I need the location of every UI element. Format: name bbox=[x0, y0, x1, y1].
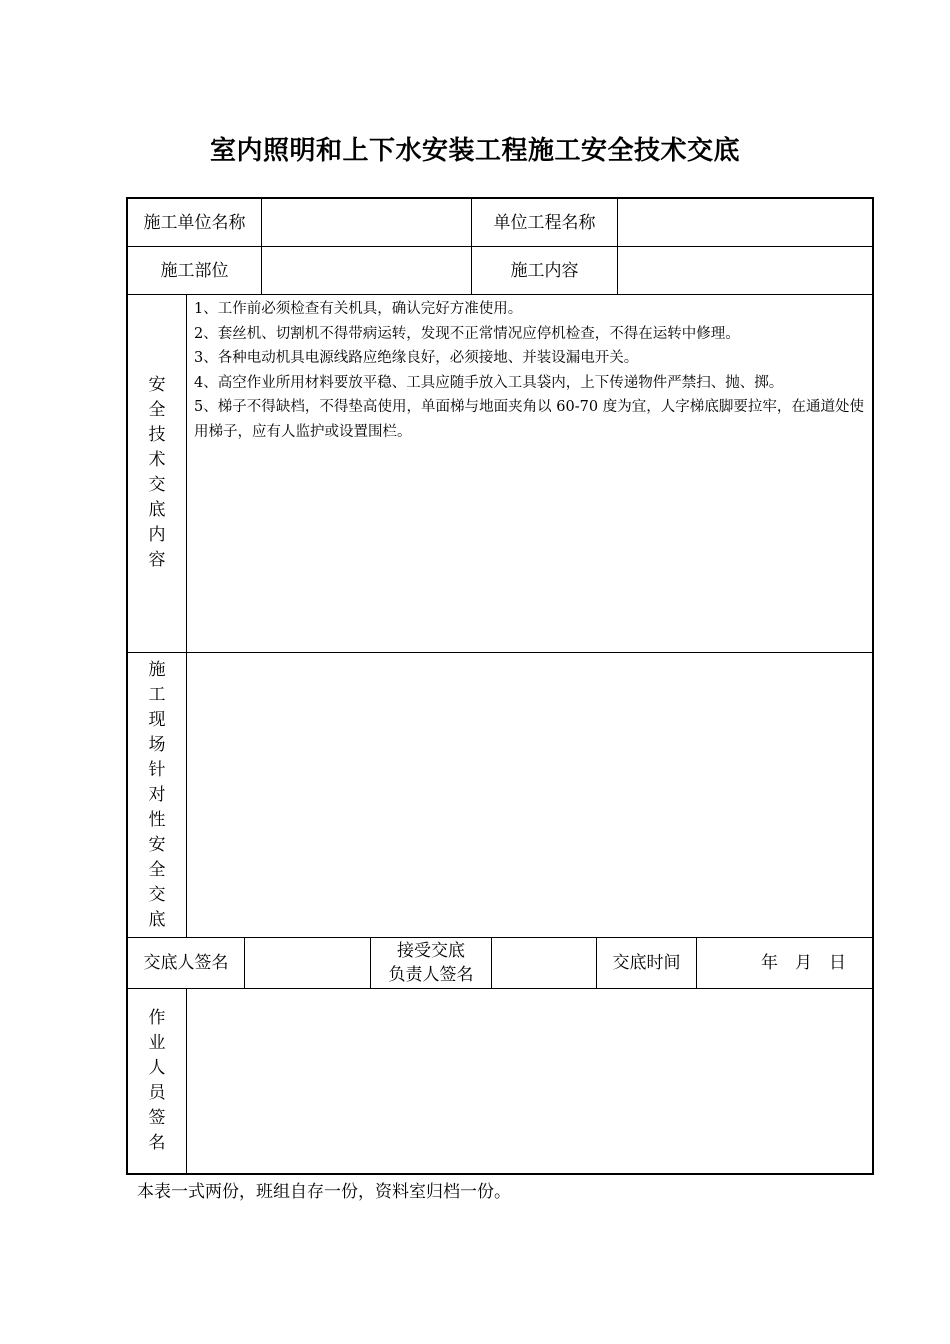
label-char: 工 bbox=[148, 685, 166, 705]
receiver-signature-label bbox=[371, 938, 491, 988]
label-char: 交 bbox=[148, 885, 166, 905]
label-char: 施 bbox=[148, 660, 166, 680]
label-char: 全 bbox=[148, 860, 166, 880]
document-title: 室内照明和上下水安装工程施工安全技术交底 bbox=[209, 136, 740, 166]
safety-item: 3、各种电动机具电源线路应绝缘良好，必须接地、并装设漏电开关。 bbox=[194, 350, 639, 366]
label-char: 现 bbox=[148, 710, 166, 730]
receiver-label-line: 负责人签名 bbox=[388, 965, 474, 985]
table-border-right bbox=[872, 197, 874, 1175]
label-char: 场 bbox=[148, 735, 166, 755]
construction-part-label: 施工部位 bbox=[160, 260, 229, 281]
construction-part-value[interactable] bbox=[262, 247, 471, 294]
project-name-value[interactable] bbox=[618, 199, 872, 246]
safety-content-label bbox=[128, 373, 186, 573]
unit-name-value[interactable] bbox=[262, 199, 471, 246]
label-char: 全 bbox=[148, 400, 166, 420]
giver-signature-label: 交底人签名 bbox=[143, 953, 229, 973]
safety-content-text bbox=[194, 297, 864, 444]
label-char: 术 bbox=[148, 450, 166, 470]
label-char: 技 bbox=[148, 425, 166, 445]
unit-name-label: 施工单位名称 bbox=[143, 212, 246, 233]
label-char: 底 bbox=[148, 910, 166, 930]
label-char: 作 bbox=[148, 1008, 166, 1028]
receiver-label-line: 接受交底 bbox=[397, 941, 465, 961]
project-name-label: 单位工程名称 bbox=[493, 212, 596, 233]
label-char: 交 bbox=[148, 475, 166, 495]
row-divider bbox=[126, 294, 874, 295]
label-char: 对 bbox=[148, 785, 166, 805]
label-char: 容 bbox=[148, 550, 166, 570]
label-char: 性 bbox=[148, 810, 166, 830]
label-char: 名 bbox=[148, 1133, 166, 1153]
label-char: 员 bbox=[148, 1083, 166, 1103]
label-char: 安 bbox=[148, 375, 166, 395]
label-char: 针 bbox=[148, 760, 166, 780]
site-specific-content[interactable] bbox=[187, 653, 872, 937]
label-char: 签 bbox=[148, 1108, 166, 1128]
site-specific-label bbox=[128, 658, 186, 933]
label-char: 业 bbox=[148, 1033, 166, 1053]
label-char: 人 bbox=[148, 1058, 166, 1078]
table-border-bottom bbox=[126, 1173, 874, 1175]
safety-item: 5、梯子不得缺档，不得垫高使用，单面梯与地面夹角以 60-70 度为宜，人字梯底脚要拉牢，在通道处使用梯子，应有人监护或设置围栏。 bbox=[194, 399, 864, 440]
label-char: 安 bbox=[148, 835, 166, 855]
safety-item: 4、高空作业所用材料要放平稳、工具应随手放入工具袋内，上下传递物件严禁扫、抛、掷。 bbox=[194, 374, 784, 391]
label-char: 内 bbox=[148, 525, 166, 545]
footer-note: 本表一式两份，班组自存一份，资料室归档一份。 bbox=[137, 1182, 511, 1202]
workers-signature-label bbox=[128, 1006, 186, 1156]
construction-content-label: 施工内容 bbox=[510, 260, 579, 281]
safety-item: 1、工作前必须检查有关机具，确认完好方准使用。 bbox=[194, 301, 523, 317]
label-char: 底 bbox=[148, 500, 166, 520]
disclosure-time-label: 交底时间 bbox=[612, 953, 681, 973]
safety-item: 2、套丝机、切割机不得带病运转，发现不正常情况应停机检查，不得在运转中修理。 bbox=[194, 325, 740, 342]
receiver-signature-value[interactable] bbox=[492, 938, 596, 988]
construction-content-value[interactable] bbox=[618, 247, 872, 294]
disclosure-date-value[interactable]: 年 月 日 bbox=[761, 953, 846, 973]
giver-signature-value[interactable] bbox=[245, 938, 370, 988]
workers-signature-area[interactable] bbox=[187, 989, 872, 1173]
